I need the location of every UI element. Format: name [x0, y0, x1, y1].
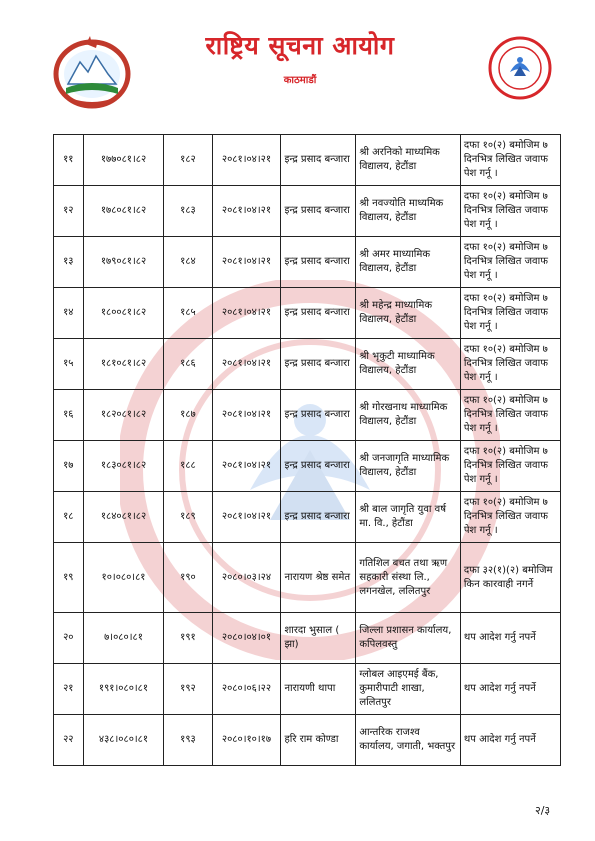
date-cell: २०८१।०४।२१: [212, 441, 281, 492]
decision-number-cell: १८७: [164, 390, 212, 441]
registration-cell: ४३८।०८०।८१: [83, 715, 164, 766]
registration-cell: १७९०८१।८२: [83, 237, 164, 288]
date-cell: २०८१।०४।२१: [212, 186, 281, 237]
decision-number-cell: १९२: [164, 664, 212, 715]
table-row: [54, 715, 561, 766]
table-row: [54, 664, 561, 715]
decision-number-cell: १८८: [164, 441, 212, 492]
applicant-cell: इन्द्र प्रसाद बन्जारा: [281, 288, 356, 339]
applicant-cell: इन्द्र प्रसाद बन्जारा: [281, 390, 356, 441]
decision-cell: दफा ३२(१)(२) बमोजिम किन कारवाही नगर्ने: [460, 543, 560, 613]
decision-cell: थप आदेश गर्नु नपर्ने: [460, 664, 560, 715]
applicant-cell: शारदा भुसाल ( झा): [281, 613, 356, 664]
serial-cell: १७: [54, 441, 84, 492]
table-row: [54, 390, 561, 441]
date-cell: २०८१।०४।२१: [212, 288, 281, 339]
serial-cell: १४: [54, 288, 84, 339]
decision-cell: थप आदेश गर्नु नपर्ने: [460, 715, 560, 766]
date-cell: २०८०।१०।१७: [212, 715, 281, 766]
serial-cell: १९: [54, 543, 84, 613]
office-cell: गतिशिल बचत तथा ऋण सहकारी संस्था लि., लगनखेल, ललितपुर: [356, 543, 461, 613]
registration-cell: १८३०८१।८२: [83, 441, 164, 492]
applicant-cell: हरि राम कोण्डा: [281, 715, 356, 766]
decision-cell: दफा १०(२) बमोजिम ७ दिनभित्र लिखित जवाफ पेश गर्नू ।: [460, 288, 560, 339]
office-cell: श्री जनजागृति माध्यामिक विद्यालय, हेटौंडा: [356, 441, 461, 492]
office-cell: ग्लोबल आइएमई बैंक, कुमारीपाटी शाखा, ललितपुर: [356, 664, 461, 715]
decision-number-cell: १९१: [164, 613, 212, 664]
decision-cell: दफा १०(२) बमोजिम ७ दिनभित्र लिखित जवाफ पेश गर्नू ।: [460, 237, 560, 288]
table-row: [54, 441, 561, 492]
serial-cell: १५: [54, 339, 84, 390]
date-cell: २०८१।०४।२१: [212, 135, 281, 186]
date-cell: २०८०।०६।२२: [212, 664, 281, 715]
decision-cell: दफा १०(२) बमोजिम ७ दिनभित्र लिखित जवाफ पेश गर्नू ।: [460, 135, 560, 186]
serial-cell: १३: [54, 237, 84, 288]
serial-cell: १८: [54, 492, 84, 543]
decision-number-cell: १८३: [164, 186, 212, 237]
registration-cell: १८४०८१।८२: [83, 492, 164, 543]
decision-cell: दफा १०(२) बमोजिम ७ दिनभित्र लिखित जवाफ पेश गर्नू ।: [460, 441, 560, 492]
page-number: २/३: [535, 804, 551, 817]
serial-cell: २०: [54, 613, 84, 664]
registration-cell: १७७०८१।८२: [83, 135, 164, 186]
decision-number-cell: १८९: [164, 492, 212, 543]
serial-cell: ११: [54, 135, 84, 186]
table-row: [54, 543, 561, 613]
decision-cell: दफा १०(२) बमोजिम ७ दिनभित्र लिखित जवाफ पेश गर्नू ।: [460, 186, 560, 237]
table-row: [54, 135, 561, 186]
applicant-cell: इन्द्र प्रसाद बन्जारा: [281, 186, 356, 237]
date-cell: २०८०।०४।०१: [212, 613, 281, 664]
date-cell: २०८०।०३।२४: [212, 543, 281, 613]
office-cell: आन्तरिक राजश्व कार्यालय, जगाती, भक्तपुर: [356, 715, 461, 766]
office-cell: श्री महेन्द्र माध्यामिक विद्यालय, हेटौंडा: [356, 288, 461, 339]
office-cell: श्री नवज्योति माध्यमिक विद्यालय, हेटौंडा: [356, 186, 461, 237]
serial-cell: २२: [54, 715, 84, 766]
serial-cell: २१: [54, 664, 84, 715]
registration-cell: १८१०८१।८२: [83, 339, 164, 390]
registration-cell: ७।०८०।८१: [83, 613, 164, 664]
registration-cell: १८००८१।८२: [83, 288, 164, 339]
applicant-cell: इन्द्र प्रसाद बन्जारा: [281, 492, 356, 543]
date-cell: २०८१।०४।२१: [212, 390, 281, 441]
office-cell: श्री बाल जागृति युवा वर्ष मा. वि., हेटौंडा: [356, 492, 461, 543]
office-cell: जिल्ला प्रशासन कार्यालय, कपिलवस्तु: [356, 613, 461, 664]
table-row: [54, 288, 561, 339]
office-cell: श्री गोरखनाथ माध्यामिक विद्यालय, हेटौंडा: [356, 390, 461, 441]
applicant-cell: नारायणी थापा: [281, 664, 356, 715]
decision-number-cell: १८२: [164, 135, 212, 186]
table-row: [54, 237, 561, 288]
office-cell: श्री अमर माध्यामिक विद्यालय, हेटौंडा: [356, 237, 461, 288]
nepal-coat-of-arms-icon: [50, 34, 134, 110]
serial-cell: १२: [54, 186, 84, 237]
page-header: [0, 0, 595, 120]
applicant-cell: इन्द्र प्रसाद बन्जारा: [281, 237, 356, 288]
decision-number-cell: १८५: [164, 288, 212, 339]
applicant-cell: इन्द्र प्रसाद बन्जारा: [281, 441, 356, 492]
date-cell: २०८१।०४।२१: [212, 237, 281, 288]
national-information-commission-seal-icon: [488, 36, 552, 100]
date-cell: २०८१।०४।२१: [212, 492, 281, 543]
decision-cell: दफा १०(२) बमोजिम ७ दिनभित्र लिखित जवाफ पेश गर्नू ।: [460, 492, 560, 543]
registration-cell: १८२०८१।८२: [83, 390, 164, 441]
registration-cell: १०।०८०।८१: [83, 543, 164, 613]
page-subtitle: काठमाडौं: [283, 75, 317, 86]
applicant-cell: इन्द्र प्रसाद बन्जारा: [281, 135, 356, 186]
applicant-cell: नारायण श्रेष्ठ समेत: [281, 543, 356, 613]
table-row: [54, 186, 561, 237]
table-row: [54, 339, 561, 390]
decision-cell: दफा १०(२) बमोजिम ७ दिनभित्र लिखित जवाफ पेश गर्नू ।: [460, 339, 560, 390]
date-cell: २०८१।०४।२१: [212, 339, 281, 390]
table-row: [54, 492, 561, 543]
table-row: [54, 613, 561, 664]
decision-number-cell: १८४: [164, 237, 212, 288]
office-cell: श्री अरनिको माध्यमिक विद्यालय, हेटौंडा: [356, 135, 461, 186]
office-cell: श्री भृकुटी माध्यामिक विद्यालय, हेटौंडा: [356, 339, 461, 390]
registration-cell: १९१।०८०।८१: [83, 664, 164, 715]
decision-number-cell: १९०: [164, 543, 212, 613]
decision-cell: दफा १०(२) बमोजिम ७ दिनभित्र लिखित जवाफ पेश गर्नू ।: [460, 390, 560, 441]
records-table: [53, 134, 561, 766]
registration-cell: १७८०८१।८२: [83, 186, 164, 237]
page-title: राष्ट्रिय सूचना आयोग: [205, 31, 395, 60]
decision-cell: थप आदेश गर्नु नपर्ने: [460, 613, 560, 664]
decision-number-cell: १८६: [164, 339, 212, 390]
decision-number-cell: १९३: [164, 715, 212, 766]
serial-cell: १६: [54, 390, 84, 441]
applicant-cell: इन्द्र प्रसाद बन्जारा: [281, 339, 356, 390]
